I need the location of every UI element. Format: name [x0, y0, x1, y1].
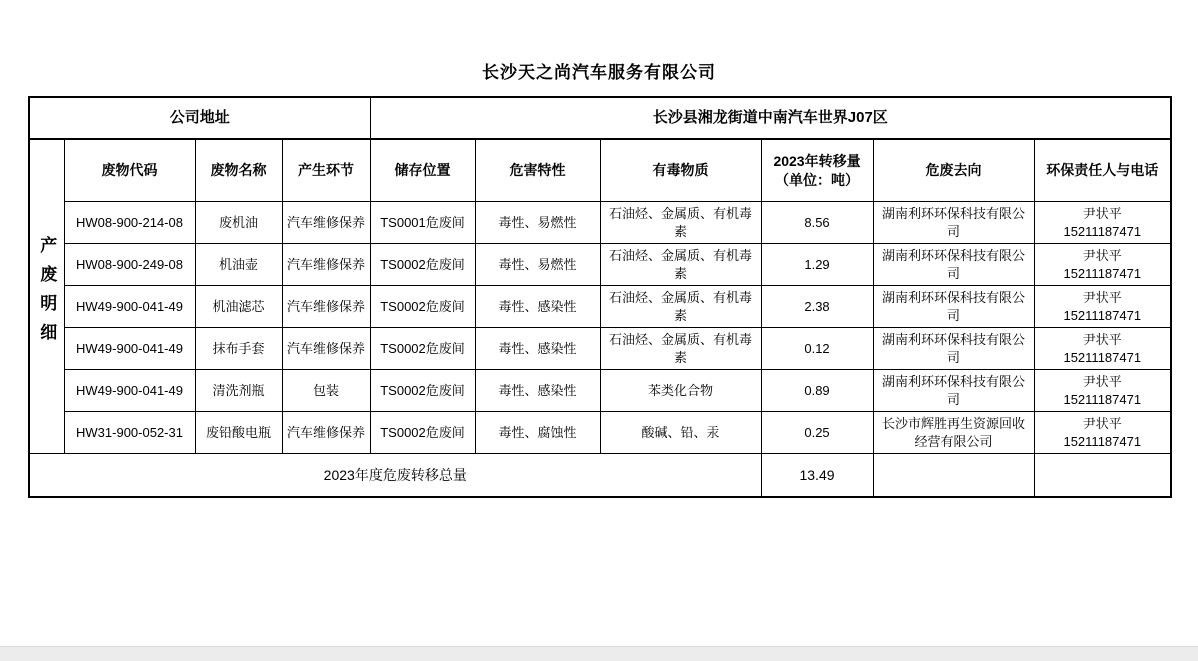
cell-contact	[1034, 412, 1171, 454]
column-header-toxic: 有毒物质	[600, 139, 761, 202]
cell-contact	[1034, 244, 1171, 286]
column-header-name: 废物名称	[195, 139, 282, 202]
contact-name: 尹状平	[1082, 415, 1122, 431]
company-address-row	[29, 97, 1171, 139]
cell-stage: 汽车维修保养	[282, 328, 370, 370]
cell-destination: 湖南利环环保科技有限公司	[873, 328, 1034, 370]
contact-name: 尹状平	[1082, 289, 1122, 305]
cell-toxic: 酸碱、铅、汞	[600, 412, 761, 454]
cell-waste-code: HW49-900-041-49	[64, 286, 195, 328]
cell-waste-code: HW49-900-041-49	[64, 328, 195, 370]
total-row	[29, 454, 1171, 498]
contact-name: 尹状平	[1082, 373, 1122, 389]
cell-amount: 0.12	[761, 328, 873, 370]
cell-hazard: 毒性、腐蚀性	[475, 412, 600, 454]
column-header-code: 废物代码	[64, 139, 195, 202]
cell-waste-name: 清洗剂瓶	[195, 370, 282, 412]
cell-destination: 湖南利环环保科技有限公司	[873, 370, 1034, 412]
contact-phone: 15211187471	[1063, 307, 1142, 323]
cell-stage: 包装	[282, 370, 370, 412]
table-row	[29, 328, 1171, 370]
cell-hazard: 毒性、感染性	[475, 370, 600, 412]
cell-stage: 汽车维修保养	[282, 202, 370, 244]
cell-toxic: 苯类化合物	[600, 370, 761, 412]
cell-waste-name: 机油滤芯	[195, 286, 282, 328]
column-header-hazard: 危害特性	[475, 139, 600, 202]
cell-storage: TS0002危废间	[370, 370, 475, 412]
table-row	[29, 286, 1171, 328]
cell-hazard: 毒性、感染性	[475, 286, 600, 328]
cell-contact	[1034, 202, 1171, 244]
cell-waste-name: 废机油	[195, 202, 282, 244]
cell-waste-code: HW31-900-052-31	[64, 412, 195, 454]
cell-destination: 湖南利环环保科技有限公司	[873, 244, 1034, 286]
cell-storage: TS0002危废间	[370, 244, 475, 286]
column-header-amount-line2: （单位：吨）	[775, 171, 860, 188]
cell-toxic: 石油烃、金属质、有机毒素	[600, 286, 761, 328]
total-label: 2023年度危废转移总量	[29, 454, 761, 498]
contact-phone: 15211187471	[1063, 223, 1142, 239]
cell-stage: 汽车维修保养	[282, 244, 370, 286]
cell-hazard: 毒性、易燃性	[475, 244, 600, 286]
table-row	[29, 412, 1171, 454]
contact-phone: 15211187471	[1063, 433, 1142, 449]
table-header-row	[29, 139, 1171, 202]
company-address-label: 公司地址	[29, 97, 370, 139]
cell-waste-code: HW49-900-041-49	[64, 370, 195, 412]
cell-waste-name: 抹布手套	[195, 328, 282, 370]
cell-toxic: 石油烃、金属质、有机毒素	[600, 202, 761, 244]
cell-amount: 0.25	[761, 412, 873, 454]
page-title: 长沙天之尚汽车服务有限公司	[482, 63, 716, 82]
waste-section-label: 产废明细	[37, 236, 57, 353]
cell-contact	[1034, 370, 1171, 412]
column-header-contact: 环保责任人与电话	[1034, 139, 1171, 202]
contact-phone: 15211187471	[1063, 265, 1142, 281]
cell-toxic: 石油烃、金属质、有机毒素	[600, 328, 761, 370]
cell-hazard: 毒性、易燃性	[475, 202, 600, 244]
page-bottom-edge	[0, 646, 1198, 661]
cell-waste-name: 废铅酸电瓶	[195, 412, 282, 454]
cell-destination: 湖南利环环保科技有限公司	[873, 202, 1034, 244]
cell-amount: 1.29	[761, 244, 873, 286]
contact-phone: 15211187471	[1063, 349, 1142, 365]
table-row	[29, 370, 1171, 412]
column-header-destination: 危废去向	[873, 139, 1034, 202]
table-row	[29, 244, 1171, 286]
hazardous-waste-table	[28, 96, 1172, 498]
cell-amount: 8.56	[761, 202, 873, 244]
column-header-storage: 储存位置	[370, 139, 475, 202]
cell-hazard: 毒性、感染性	[475, 328, 600, 370]
total-empty-contact	[1034, 454, 1171, 498]
cell-waste-name: 机油壶	[195, 244, 282, 286]
column-header-amount	[761, 139, 873, 202]
cell-destination: 湖南利环环保科技有限公司	[873, 286, 1034, 328]
cell-amount: 0.89	[761, 370, 873, 412]
contact-name: 尹状平	[1082, 331, 1122, 347]
total-empty-destination	[873, 454, 1034, 498]
cell-waste-code: HW08-900-249-08	[64, 244, 195, 286]
cell-storage: TS0002危废间	[370, 286, 475, 328]
company-address-value: 长沙县湘龙街道中南汽车世界J07区	[370, 97, 1171, 139]
cell-waste-code: HW08-900-214-08	[64, 202, 195, 244]
cell-storage: TS0002危废间	[370, 328, 475, 370]
cell-stage: 汽车维修保养	[282, 286, 370, 328]
table-row	[29, 202, 1171, 244]
cell-contact	[1034, 328, 1171, 370]
cell-contact	[1034, 286, 1171, 328]
contact-phone: 15211187471	[1063, 391, 1142, 407]
waste-section-cell	[29, 139, 64, 454]
cell-stage: 汽车维修保养	[282, 412, 370, 454]
column-header-amount-line1: 2023年转移量	[773, 152, 861, 169]
column-header-stage: 产生环节	[282, 139, 370, 202]
contact-name: 尹状平	[1082, 247, 1122, 263]
cell-storage: TS0001危废间	[370, 202, 475, 244]
contact-name: 尹状平	[1082, 205, 1122, 221]
cell-destination: 长沙市辉胜再生资源回收经营有限公司	[873, 412, 1034, 454]
total-amount: 13.49	[761, 454, 873, 498]
cell-storage: TS0002危废间	[370, 412, 475, 454]
cell-amount: 2.38	[761, 286, 873, 328]
cell-toxic: 石油烃、金属质、有机毒素	[600, 244, 761, 286]
